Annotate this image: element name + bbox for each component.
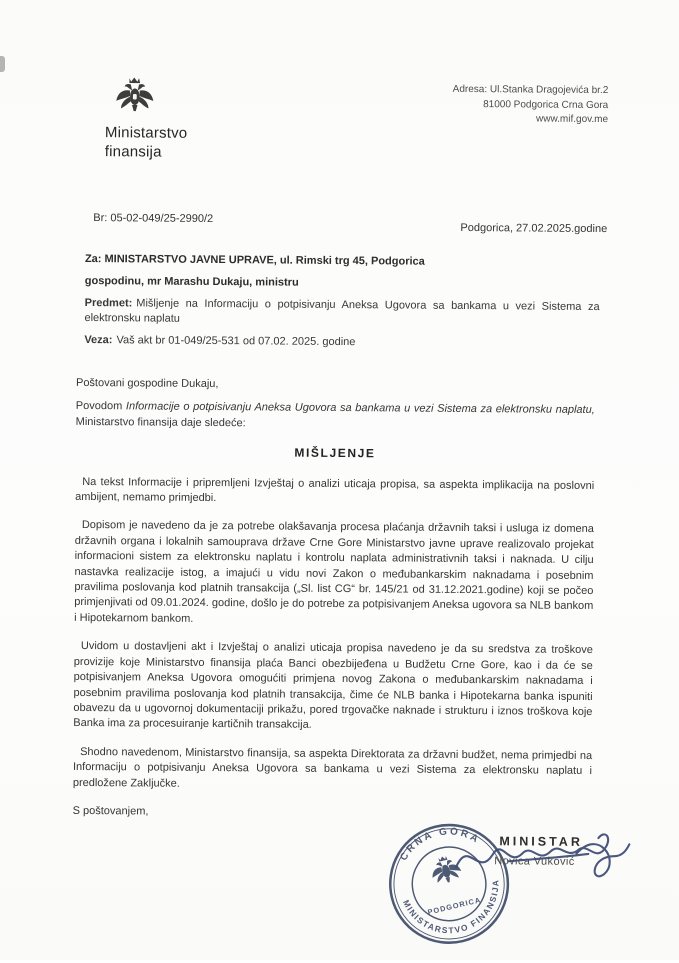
closing-salutation: S poštovanjem,	[72, 804, 149, 818]
website-line: www.mif.gov.me	[535, 113, 609, 126]
related-act-text: Vaš akt br 01-049/25-531 od 07.02. 2025. godine	[116, 334, 356, 349]
reference-number: Br: 05-02-049/25-2990/2	[93, 212, 214, 226]
ministry-name-line2: finansija	[104, 143, 162, 161]
intro-prefix: Povodom	[75, 400, 126, 413]
body-paragraph: Na tekst Informacije i pripremljeni Izvještaj o analizi uticaja propisa, sa aspekta implikacija na poslovni ambijent, nemamo primjedbi.	[75, 475, 595, 505]
recipient-block	[84, 252, 600, 352]
place-and-date: Podgorica, 27.02.2025.godine	[460, 221, 608, 236]
body-paragraph: Dopisom je navedeno da je za potrebe olakšavanja procesa plaćanja državnih taksi i usluga iz domena državnih organa i lokalnih samouprava države Crne Gore Ministarstvo javne uprave realizovalo projekat informacioni sistem za elektronsku naplatu i kontrolu naplata administrativnih taksi i naknada. U cilju nastavka realizacije istog, a imajući u vidu novi Zakon o međubankarskim naknadama i posebnim pravilima poslovanja kod platnih transakcija („Sl. list CG“ br. 145/21 od 31.12.2021.godine) koji se počeo primjenjivati od 09.01.2024. godine, došlo je do potrebe za potpisivanjem Aneksa ugovora sa NLB bankom i Hipotekarnom bankom.	[74, 519, 594, 625]
subject-text: Mišljenje na Informaciju o potpisivanju Aneksa Ugovora sa bankama u vezi Sistema za elektronsku naplatu	[84, 297, 600, 325]
stamp-center-text: PODGORICA	[426, 895, 483, 917]
ministry-name-line1: Ministarstvo	[104, 124, 188, 142]
ministry-name	[105, 123, 225, 162]
coat-of-arms-icon	[114, 68, 156, 120]
intro-italic-text: Informacije o potpisivanju Aneksa Ugovora sa bankama u vezi Sistema za elektronsku naplatu,	[125, 400, 595, 417]
minister-name: Novica Vuković	[494, 855, 575, 868]
subject-line	[84, 296, 599, 330]
related-act-label: Veza:	[84, 333, 113, 347]
handwritten-signature	[448, 819, 635, 912]
intro-paragraph	[76, 399, 595, 434]
minister-title: MINISTAR	[499, 834, 583, 849]
address-line: Adresa: Ul.Stanka Dragojevića br.2	[452, 83, 609, 97]
recipient-person-line: gospodinu, mr Marashu Dukaju, ministru	[84, 274, 299, 289]
letter-body	[73, 376, 595, 823]
subject-label: Predmet:	[84, 296, 133, 310]
stamp-arc-bottom-text: MINISTARSTVO FINANSIJA	[401, 878, 501, 936]
intro-suffix: Ministarstvo finansija daje sledeće:	[75, 415, 246, 430]
body-paragraph: Uvidom u dostavljeni akt i Izvještaj o analizi uticaja propisa navedeno je da su sredstva za troškove provizije koje Ministarstvo finansija plaća Banci obezbijeđena u Budžetu Crne Gore, kao i da će se potpisivanjem Aneksa Ugovora omogućiti primjena novog Zakona o međubankarskim naknadama i posebnim pravilima poslovanja kod platnih transakcija, čime će NLB banka i Hipotekarna banka ispuniti obavezu da u ugovornoj dokumentaciji prikažu, pored trgovačke naknade i strukturu i iznos troškova koje Banka ima za procesuiranje kartičnih transakcija.	[73, 640, 593, 732]
body-paragraph: Shodno navedenom, Ministarstvo finansija, sa aspekta Direktorata za državni budžet, nema primjedbi na Informaciju o potpisivanju Aneksa Ugovora sa bankama u vezi Sistema za elektronsku naplatu i predložene Zaključke.	[72, 745, 593, 790]
stamp-arc-top-text: CRNA GORA	[398, 826, 483, 863]
salutation: Poštovani gospodine Dukaju,	[75, 376, 219, 391]
opinion-heading: MIŠLJENJE	[294, 445, 376, 461]
address-block	[412, 83, 608, 128]
related-act-line	[84, 333, 599, 352]
address-line: 81000 Podgorica Crna Gora	[483, 98, 609, 111]
recipient-to-line: Za: MINISTARSTVO JAVNE UPRAVE, ul. Rimski trg 45, Podgorica	[84, 252, 425, 268]
